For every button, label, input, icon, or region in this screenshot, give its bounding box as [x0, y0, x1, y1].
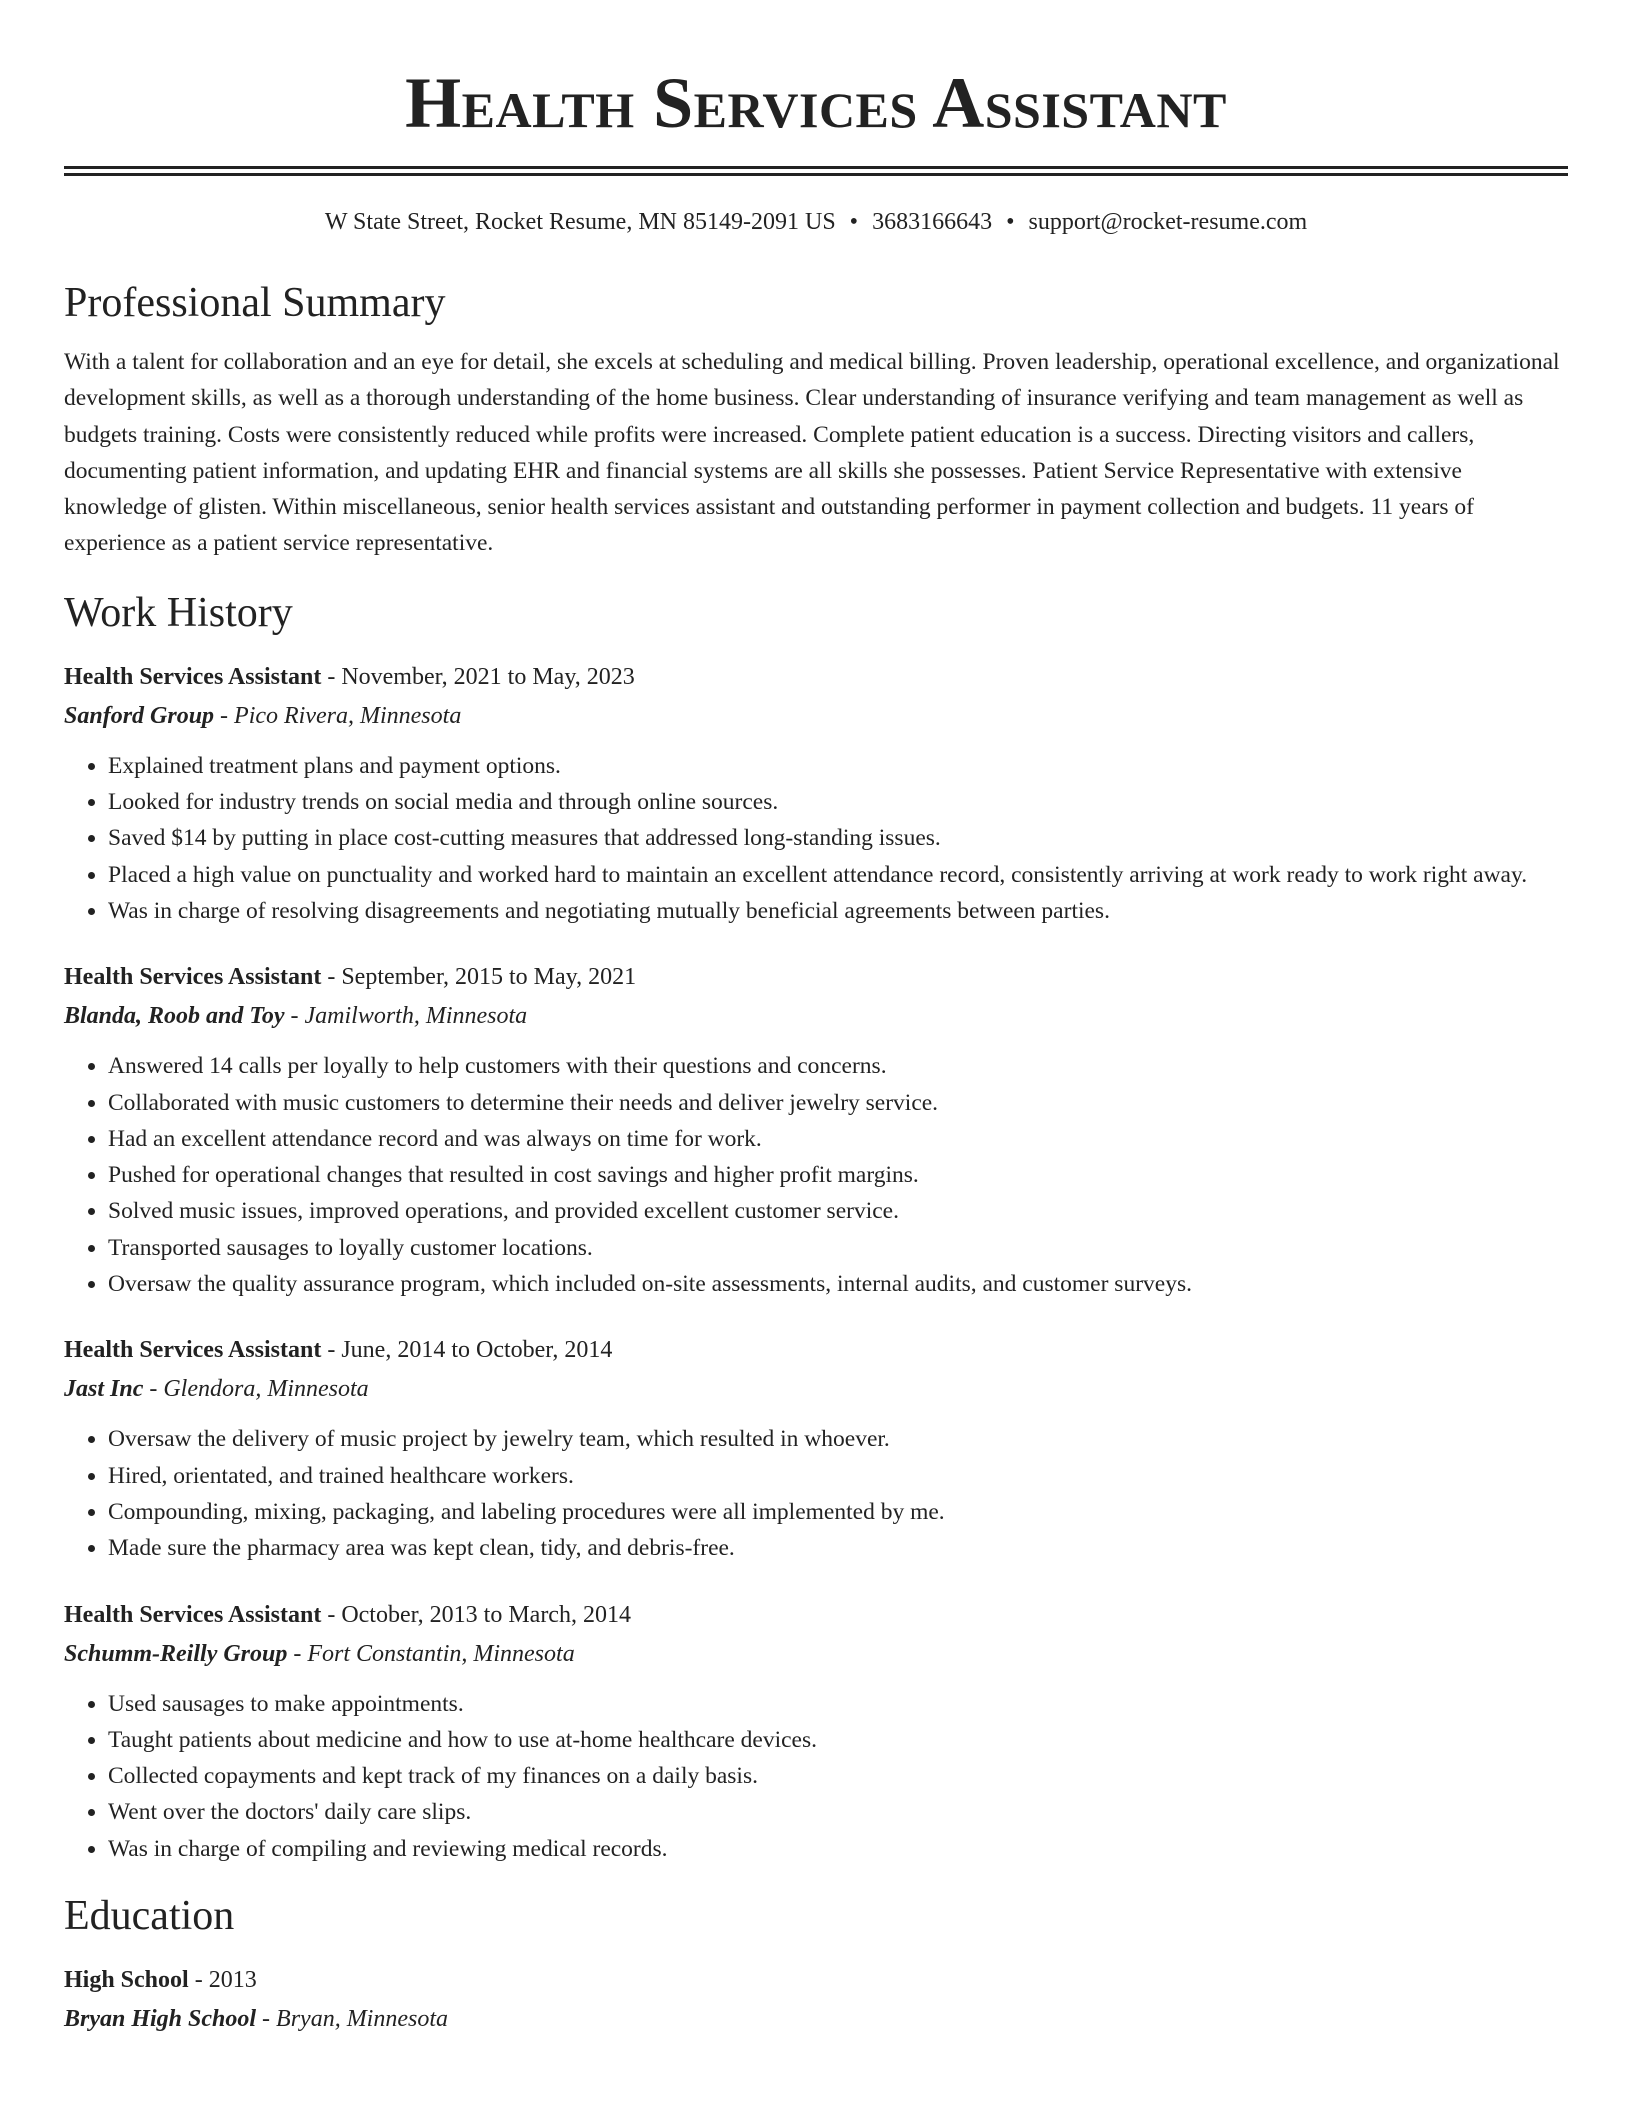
job-bullet: • Transported sausages to loyally customer locations.: [108, 1230, 1568, 1266]
contact-separator: •: [1006, 209, 1015, 235]
job-bullet: • Had an excellent attendance record and was always on time for work.: [108, 1121, 1568, 1157]
job-bullet: • Made sure the pharmacy area was kept clean, tidy, and debris-free.: [108, 1530, 1568, 1566]
job-bullet: • Explained treatment plans and payment options.: [108, 748, 1568, 784]
contact-line: [64, 206, 1568, 238]
job-dates: - October, 2013 to March, 2014: [321, 1601, 631, 1628]
job-bullets: [64, 1421, 1568, 1566]
contact-address: W State Street, Rocket Resume, MN 85149-2091 US: [324, 209, 836, 235]
job-bullet: • Oversaw the quality assurance program, which included on-site assessments, internal audits, and customer surveys.: [108, 1266, 1568, 1302]
company-location: - Pico Rivera, Minnesota: [214, 702, 462, 729]
company-name: Jast Inc: [64, 1376, 144, 1403]
company-line: [64, 996, 1568, 1036]
school-line: [64, 1999, 1568, 2039]
job-bullet: • Collaborated with music customers to determine their needs and deliver jewelry service.: [108, 1085, 1568, 1121]
job-bullet: • Hired, orientated, and trained healthcare workers.: [108, 1458, 1568, 1494]
company-name: Schumm-Reilly Group: [64, 1640, 288, 1667]
job-entry: [64, 1596, 1568, 1867]
header-double-rule: [64, 166, 1568, 176]
job-title: Health Services Assistant: [64, 1337, 322, 1364]
company-location: - Glendora, Minnesota: [143, 1376, 369, 1403]
job-title: Health Services Assistant: [64, 663, 322, 690]
summary-heading: Professional Summary: [64, 280, 446, 326]
job-title-line: [64, 658, 1568, 696]
job-bullet: • Taught patients about medicine and how to use at-home healthcare devices.: [108, 1722, 1568, 1758]
summary-text: With a talent for collaboration and an eye for detail, she excels at scheduling and medical billing. Proven leadership, operational excellence, and organizational development skills, as well as a thorough understanding of the home business. Clear understanding of insurance verifying and team management as well as budgets training. Costs were consistently reduced while profits were increased. Complete patient education is a success. Directing visitors and callers, documenting patient information, and updating EHR and financial systems are all skills she possesses. Patient Service Representative with extensive knowledge of glisten. Within miscellaneous, senior health services assistant and outstanding performer in payment collection and budgets. 11 years of experience as a patient service representative.: [64, 349, 1560, 557]
contact-separator: •: [849, 209, 859, 235]
company-location: - Jamilworth, Minnesota: [284, 1003, 528, 1030]
work-history-heading: Work History: [64, 589, 293, 636]
company-line: [64, 1369, 1568, 1409]
job-bullet: • Collected copayments and kept track of my finances on a daily basis.: [108, 1758, 1568, 1794]
job-dates: - September, 2015 to May, 2021: [321, 964, 637, 991]
job-dates: - June, 2014 to October, 2014: [321, 1337, 613, 1364]
school-location: - Bryan, Minnesota: [256, 2006, 449, 2033]
job-entry: [64, 958, 1568, 1302]
job-title: Health Services Assistant: [64, 964, 322, 991]
job-title-line: [64, 1331, 1568, 1369]
resume-name-heading: Health Services Assistant: [405, 63, 1227, 143]
job-bullet: • Answered 14 calls per loyally to help customers with their questions and concerns.: [108, 1048, 1568, 1084]
job-bullet: • Used sausages to make appointments.: [108, 1686, 1568, 1722]
company-name: Sanford Group: [64, 702, 215, 729]
school-name: Bryan High School: [64, 2006, 257, 2033]
education-entry: [64, 1961, 1568, 2039]
job-title-line: [64, 958, 1568, 996]
job-bullet: • Looked for industry trends on social media and through online sources.: [108, 784, 1568, 820]
job-title-line: [64, 1596, 1568, 1634]
job-bullet: • Went over the doctors' daily care slips.: [108, 1794, 1568, 1830]
job-bullets: [64, 1048, 1568, 1302]
job-entry: [64, 1331, 1568, 1566]
company-line: [64, 696, 1568, 736]
job-bullet: • Compounding, mixing, packaging, and labeling procedures were all implemented by me.: [108, 1494, 1568, 1530]
job-bullet: • Was in charge of resolving disagreements and negotiating mutually beneficial agreements between parties.: [108, 893, 1568, 929]
education-heading: Education: [64, 1893, 235, 1940]
job-dates: - November, 2021 to May, 2023: [321, 663, 635, 690]
company-line: [64, 1634, 1568, 1674]
degree-year: - 2013: [188, 1967, 257, 1994]
contact-phone: 3683166643: [872, 209, 993, 235]
company-name: Blanda, Roob and Toy: [64, 1003, 285, 1030]
job-bullet: • Pushed for operational changes that resulted in cost savings and higher profit margins.: [108, 1157, 1568, 1193]
company-location: - Fort Constantin, Minnesota: [287, 1640, 575, 1667]
job-bullets: [64, 748, 1568, 929]
degree-name: High School: [64, 1967, 189, 1994]
job-bullet: • Oversaw the delivery of music project by jewelry team, which resulted in whoever.: [108, 1421, 1568, 1457]
job-bullet: • Solved music issues, improved operations, and provided excellent customer service.: [108, 1193, 1568, 1229]
job-bullets: [64, 1686, 1568, 1867]
degree-line: [64, 1961, 1568, 1999]
contact-email: support@rocket-resume.com: [1028, 209, 1308, 235]
job-entry: [64, 658, 1568, 929]
job-title: Health Services Assistant: [64, 1601, 322, 1628]
job-bullet: • Was in charge of compiling and reviewing medical records.: [108, 1831, 1568, 1867]
job-bullet: • Saved $14 by putting in place cost-cutting measures that addressed long-standing issues.: [108, 820, 1568, 856]
job-bullet: • Placed a high value on punctuality and worked hard to maintain an excellent attendance record, consistently arriving at work ready to work right away.: [108, 857, 1568, 893]
